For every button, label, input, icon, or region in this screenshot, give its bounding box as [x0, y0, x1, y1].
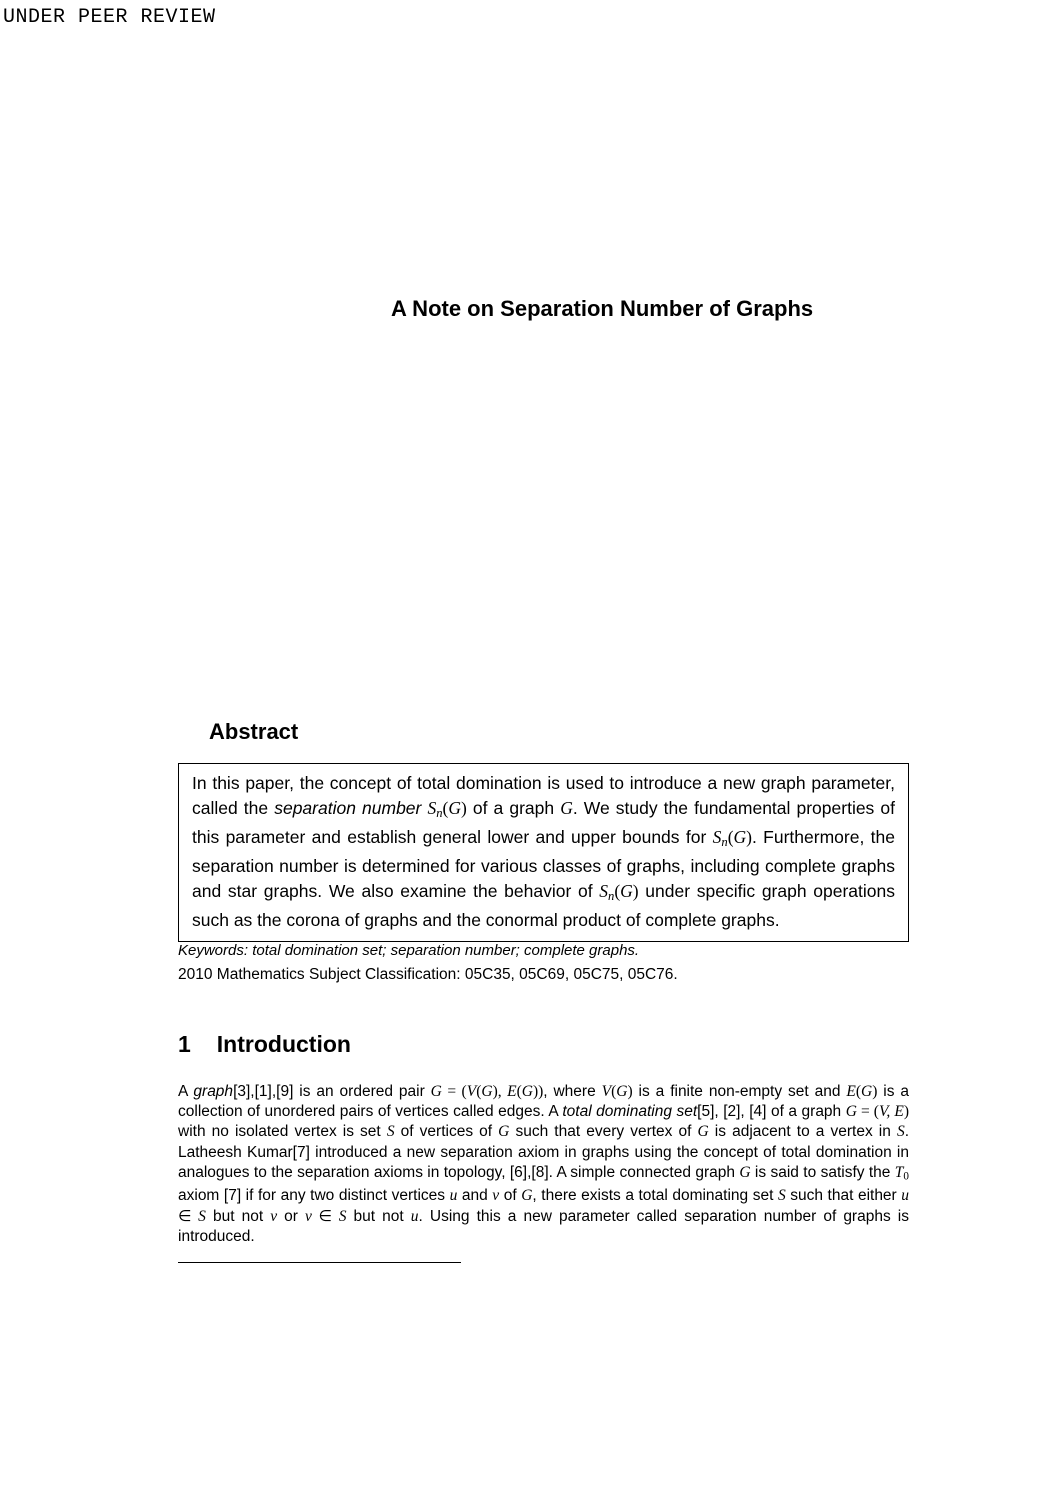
footnote-rule — [178, 1262, 461, 1263]
abstract-text: In this paper, the concept of total domination is used to introduce a new graph parameter, called the separation number Sn(G) of a graph G. We study the fundamental properties of this parameter and establish general lower and upper bounds for Sn(G). Furthermore, the separation number is determined for various classes of graphs, including complete graphs and star graphs. We also examine the behavior of Sn(G) under specific graph operations such as the corona of graphs and the conormal product of complete graphs. — [192, 773, 895, 930]
paper-title: A Note on Separation Number of Graphs — [391, 296, 814, 321]
section-number: 1 — [178, 1031, 191, 1057]
introduction-paragraph: A graph[3],[1],[9] is an ordered pair G = (V(G), E(G)), where V(G) is a finite non-empty set and E(G) is a collection of unordered pairs of vertices called edges. A total dominating set[5], [2], [4] of a graph G = (V, E) with no isolated vertex is set S of vertices of G such that every vertex of G is adjacent to a vertex in S. Latheesh Kumar[7] introduced a new separation axiom in graphs using the concept of total domination in analogues to the separation axioms in topology, [6],[8]. A simple connected graph G is said to satisfy the T0 axiom [7] if for any two distinct vertices u and v of G, there exists a total dominating set S such that either u ∈ S but not v or v ∈ S but not u. Using this a new parameter called separation number of graphs is introduced. — [178, 1083, 910, 1245]
keywords-line: Keywords: total domination set; separation number; complete graphs. — [178, 942, 640, 959]
section-heading-introduction — [178, 1031, 351, 1058]
abstract-heading: Abstract — [209, 719, 299, 744]
section-title: Introduction — [216, 1031, 351, 1057]
abstract-box — [178, 763, 909, 942]
peer-review-banner: UNDER PEER REVIEW — [3, 6, 216, 29]
msc-line: 2010 Mathematics Subject Classification: 05C35, 05C69, 05C75, 05C76. — [178, 966, 678, 983]
